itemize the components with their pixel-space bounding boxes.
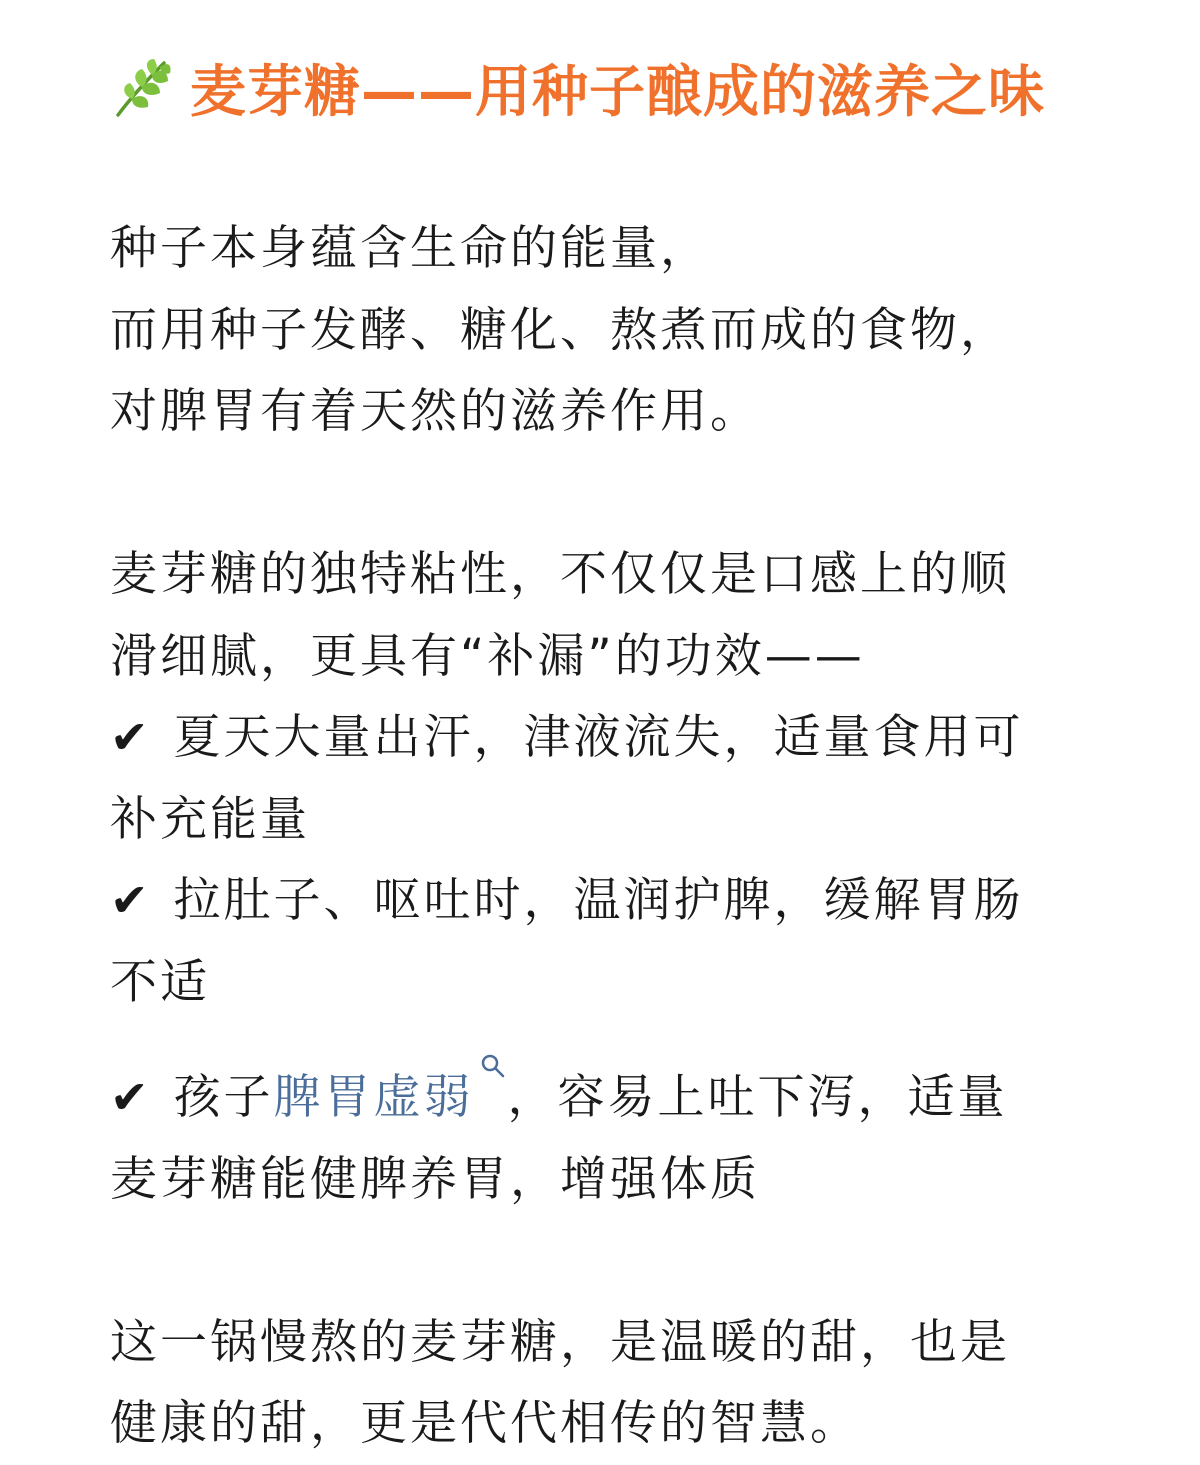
bullet-3-post: ，容易上吐下泻，适量 [507, 1070, 1008, 1125]
paragraph-gap [110, 453, 1100, 535]
article-body [110, 208, 1100, 1465]
feature-paragraph [110, 534, 1100, 1220]
closing-paragraph [110, 1302, 1100, 1465]
paragraph-gap [110, 1220, 1100, 1302]
article-title [108, 52, 1045, 124]
bullet-1-continued: 补充能量 [110, 791, 310, 847]
title-text: 麦芽糖——用种子酿成的滋养之味 [190, 60, 1045, 125]
bullet-1 [110, 697, 1100, 779]
herb-leaf-icon [108, 55, 174, 121]
feature-line-2: 滑细腻，更具有“补漏”的功效—— [110, 628, 865, 684]
feature-line-1: 麦芽糖的独特粘性，不仅仅是口感上的顺 [110, 547, 1010, 602]
spleen-stomach-weak-link[interactable]: 脾胃虚弱 [273, 1070, 474, 1125]
bullet-3 [110, 1023, 1100, 1139]
bullet-3-continued: 麦芽糖能健脾养胃，增强体质 [110, 1151, 760, 1207]
bullet-1-text: 夏天大量出汗，津液流失，适量食用可 [173, 710, 1024, 765]
intro-line-2: 而用种子发酵、糖化、熬煮而成的食物， [110, 302, 1010, 358]
checkmark-icon: ✔ [110, 873, 152, 927]
checkmark-icon: ✔ [110, 1070, 152, 1124]
search-icon[interactable] [480, 1023, 506, 1049]
closing-line-1: 这一锅慢熬的麦芽糖，是温暖的甜，也是 [110, 1314, 1010, 1370]
bullet-2-continued: 不适 [110, 954, 210, 1010]
bullet-3-pre: 孩子 [173, 1070, 274, 1125]
checkmark-icon: ✔ [110, 710, 152, 764]
intro-paragraph [110, 208, 1100, 453]
closing-line-2: 健康的甜，更是代代相传的智慧。 [110, 1396, 860, 1451]
bullet-2-text: 拉肚子、呕吐时，温润护脾，缓解胃肠 [173, 873, 1024, 928]
intro-line-1: 种子本身蕴含生命的能量， [110, 221, 710, 276]
intro-line-3: 对脾胃有着天然的滋养作用。 [110, 384, 760, 439]
bullet-2 [110, 860, 1100, 942]
